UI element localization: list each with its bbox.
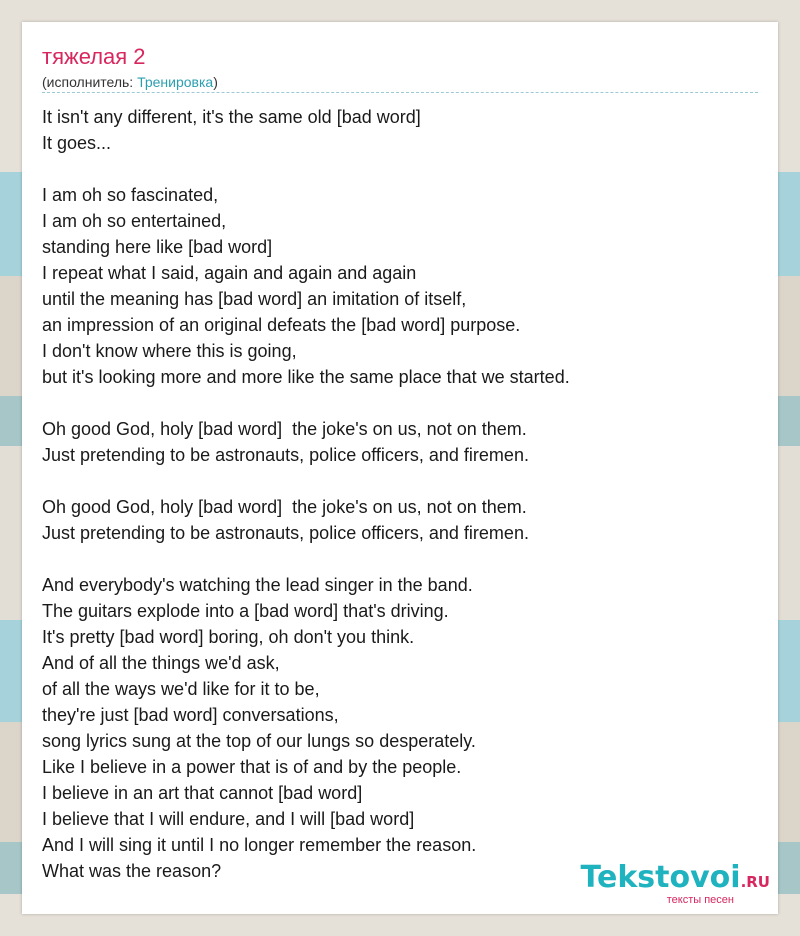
lyric-line-blank <box>42 468 742 494</box>
logo-name: Tekstovoi <box>580 860 741 895</box>
lyric-line: It's pretty [bad word] boring, oh don't you think. <box>42 627 415 647</box>
lyric-line: Like I believe in a power that is of and by the people. <box>42 757 462 777</box>
lyric-line: I believe in an art that cannot [bad word] <box>42 783 363 803</box>
lyric-line: I repeat what I said, again and again and again <box>42 263 417 283</box>
lyric-line: And of all the things we'd ask, <box>42 653 280 673</box>
artist-byline <box>42 73 218 91</box>
lyric-line: until the meaning has [bad word] an imitation of itself, <box>42 289 467 309</box>
lyrics-card <box>22 22 778 914</box>
lyric-line: Oh good God, holy [bad word] the joke's on us, not on them. <box>42 497 527 517</box>
lyric-line: standing here like [bad word] <box>42 237 273 257</box>
site-logo[interactable] <box>581 862 770 906</box>
song-title: тяжелая 2 <box>42 44 146 69</box>
lyric-line: I believe that I will endure, and I will [bad word] <box>42 809 415 829</box>
lyric-line-blank <box>42 390 742 416</box>
lyrics-text <box>42 104 742 884</box>
lyric-line: What was the reason? <box>42 861 222 881</box>
lyric-line: but it's looking more and more like the same place that we started. <box>42 367 570 387</box>
logo-tagline: тексты песен <box>666 894 734 906</box>
lyric-line: Just pretending to be astronauts, police officers, and firemen. <box>42 445 529 465</box>
artist-link[interactable]: Тренировка <box>137 74 214 90</box>
logo-tld: .RU <box>740 873 770 891</box>
lyric-line: I am oh so entertained, <box>42 211 227 231</box>
lyric-line: of all the ways we'd like for it to be, <box>42 679 320 699</box>
lyric-line: Just pretending to be astronauts, police officers, and firemen. <box>42 523 529 543</box>
byline-prefix: (исполнитель: <box>42 74 138 90</box>
lyric-line: Oh good God, holy [bad word] the joke's on us, not on them. <box>42 419 527 439</box>
title-divider <box>42 92 758 93</box>
lyric-line: I am oh so fascinated, <box>42 185 219 205</box>
lyric-line: song lyrics sung at the top of our lungs so desperately. <box>42 731 476 751</box>
lyric-line: I don't know where this is going, <box>42 341 297 361</box>
lyric-line: It isn't any different, it's the same old [bad word] <box>42 107 421 127</box>
byline-suffix: ) <box>213 74 218 90</box>
lyric-line: And everybody's watching the lead singer in the band. <box>42 575 473 595</box>
lyric-line: And I will sing it until I no longer remember the reason. <box>42 835 477 855</box>
lyric-line-blank <box>42 546 742 572</box>
lyric-line: they're just [bad word] conversations, <box>42 705 339 725</box>
lyric-line: It goes... <box>42 133 112 153</box>
lyric-line: The guitars explode into a [bad word] that's driving. <box>42 601 449 621</box>
lyric-line-blank <box>42 156 742 182</box>
logo-wordmark <box>581 862 770 898</box>
lyric-line: an impression of an original defeats the [bad word] purpose. <box>42 315 521 335</box>
